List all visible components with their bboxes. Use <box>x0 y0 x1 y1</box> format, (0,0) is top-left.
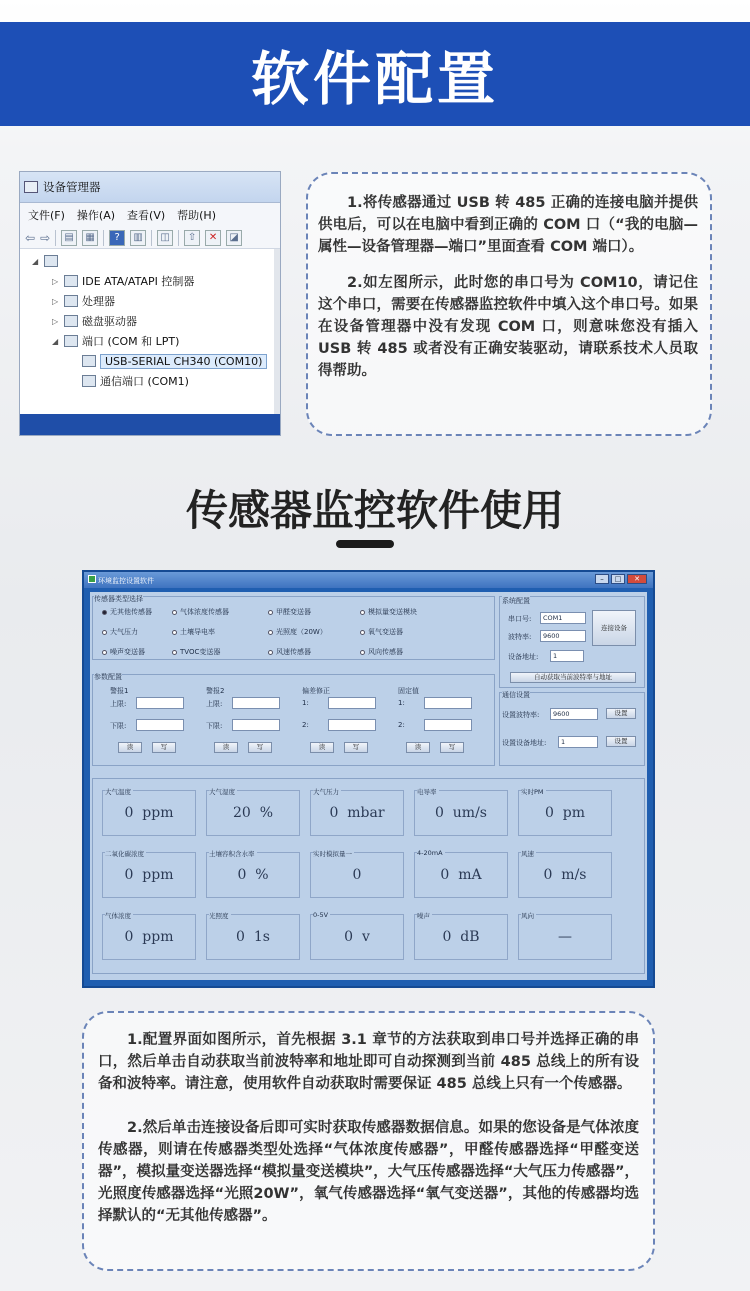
sensor-type-label: 气体浓度传感器 <box>180 608 229 616</box>
window-footer <box>20 414 280 435</box>
reading-label: 大气压力 <box>313 788 339 796</box>
minimize-icon[interactable]: – <box>595 574 609 584</box>
reading-label: 实时PM <box>521 788 544 796</box>
param-input[interactable] <box>328 697 376 709</box>
reading-label: 气体浓度 <box>105 912 131 920</box>
param-block-label: 偏差修正 <box>302 687 330 695</box>
notes-paragraph-1: 1.配置界面如图所示，首先根据 3.1 章节的方法获取到串口号并选择正确的串口，然后单击自动获取当前波特率和地址即可自动探测到当前 485 总线上的所有设备和波特率。请注意，使用软件自动获取时需要保证 485 总线上只有一个传感器。 <box>98 1032 639 1092</box>
device-icon <box>64 275 78 287</box>
sensor-type-group-label: 传感器类型选择 <box>94 595 143 603</box>
tree-item-label: IDE ATA/ATAPI 控制器 <box>82 275 195 288</box>
menu-item[interactable]: 帮助(H) <box>177 209 216 222</box>
menu-bar <box>20 203 280 227</box>
scrollbar[interactable] <box>274 249 280 417</box>
sensor-type-radio[interactable] <box>102 607 152 617</box>
reading-label: 电导率 <box>417 788 437 796</box>
device-manager-window <box>19 171 281 436</box>
sensor-type-label: 光照度（20W） <box>276 628 327 636</box>
read-button[interactable]: 读 <box>310 742 334 753</box>
sensor-reading-tile <box>518 914 612 960</box>
device-icon <box>82 355 96 367</box>
intro-paragraph-2: 2.如左图所示，此时您的串口号为 COM10，请记住这个串口，需要在传感器监控软件中填入这个串口号。如果在设备管理器中没有发现 COM 口，则意味您没有插入 USB 转 485 或者没有正确安装驱动，请联系技术人员取得帮助。 <box>318 275 698 379</box>
maximize-icon[interactable]: □ <box>611 574 625 584</box>
view-icon[interactable]: ▥ <box>130 230 146 246</box>
param-row-label: 上限: <box>206 700 223 708</box>
param-row-label: 上限: <box>110 700 127 708</box>
param-block-label: 警报1 <box>110 687 129 695</box>
radio-circle-icon <box>172 650 177 655</box>
sensor-type-radio[interactable] <box>268 627 327 637</box>
reading-value: 0 ppm <box>124 867 174 883</box>
param-row-label: 2: <box>302 721 309 729</box>
write-button[interactable]: 写 <box>440 742 464 753</box>
header-banner <box>0 22 750 126</box>
sensor-type-label: 模拟量变送模块 <box>368 608 417 616</box>
sensor-type-radio[interactable] <box>360 607 417 617</box>
system-config-label: 系统配置 <box>502 597 530 605</box>
radio-circle-icon <box>172 630 177 635</box>
tree-item[interactable] <box>52 291 115 311</box>
tree-root[interactable] <box>32 251 58 271</box>
monitor-software-window <box>82 570 655 988</box>
tree-item-label: 端口 (COM 和 LPT) <box>82 335 180 348</box>
sensor-reading-tile <box>310 911 404 960</box>
param-row-label: 下限: <box>110 722 127 730</box>
sensor-type-radio[interactable] <box>172 607 229 617</box>
toolbar-separator <box>178 230 179 246</box>
close-icon[interactable]: ✕ <box>627 574 647 584</box>
update-driver-icon[interactable]: ⇧ <box>184 230 200 246</box>
device-address-label: 设备地址: <box>508 653 539 661</box>
tree-item-label: USB-SERIAL CH340 (COM10) <box>100 354 267 369</box>
port-label: 串口号: <box>508 615 532 623</box>
sensor-type-label: TVOC变送器 <box>180 648 221 656</box>
reading-label: 4-20mA <box>417 849 443 857</box>
reading-value: — <box>558 929 572 945</box>
device-icon <box>82 375 96 387</box>
tree-item-label: 磁盘驱动器 <box>82 315 137 328</box>
read-button[interactable]: 读 <box>214 742 238 753</box>
collapse-arrow-icon[interactable]: ◢ <box>32 256 39 266</box>
parameter-config-label: 参数配置 <box>94 673 122 681</box>
properties-icon[interactable]: ▤ <box>61 230 77 246</box>
sensor-type-radio[interactable] <box>102 647 145 657</box>
toolbar-separator <box>55 230 56 246</box>
radio-circle-icon <box>268 630 273 635</box>
set-baud-button[interactable]: 设置 <box>606 708 636 719</box>
tree-item[interactable] <box>52 311 137 331</box>
sensor-type-label: 甲醛变送器 <box>276 608 311 616</box>
sensor-type-radio[interactable] <box>268 647 311 657</box>
sensor-reading-tile <box>414 914 508 960</box>
reading-value: 0 v <box>344 929 370 945</box>
radio-circle-icon <box>172 610 177 615</box>
reading-value: 0 m/s <box>543 867 587 883</box>
set-address-input[interactable]: 1 <box>558 736 598 748</box>
reading-value: 0 pm <box>544 805 586 821</box>
auto-detect-button[interactable]: 自动获取当前波特率与地址 <box>510 672 636 683</box>
radio-circle-icon <box>102 610 107 615</box>
set-baud-label: 设置波特率: <box>502 711 540 719</box>
read-button[interactable]: 读 <box>118 742 142 753</box>
baud-label: 波特率: <box>508 633 532 641</box>
tree-item-label: 通信端口 (COM1) <box>100 375 189 388</box>
app-icon <box>88 575 96 583</box>
toolbar <box>20 227 280 249</box>
reading-label: 噪声 <box>417 912 430 920</box>
param-input[interactable] <box>232 697 280 709</box>
notes-text-box <box>82 1011 655 1271</box>
sensor-reading-tile <box>206 914 300 960</box>
device-manager-titlebar <box>20 172 280 203</box>
radio-circle-icon <box>268 650 273 655</box>
param-input[interactable] <box>424 697 472 709</box>
connect-device-button[interactable]: 连接设备 <box>592 610 636 646</box>
sensor-reading-tile <box>518 790 612 836</box>
set-baud-select[interactable]: 9600 <box>550 708 598 720</box>
set-address-button[interactable]: 设置 <box>606 736 636 747</box>
expand-arrow-icon[interactable]: ▷ <box>52 296 59 306</box>
sensor-type-label: 大气压力 <box>110 628 138 636</box>
write-button[interactable]: 写 <box>248 742 272 753</box>
param-block-label: 固定值 <box>398 687 419 695</box>
comm-settings-group <box>499 692 645 766</box>
tree-item[interactable] <box>82 351 267 371</box>
comm-settings-label: 通信设置 <box>502 691 530 699</box>
forward-arrow-icon[interactable]: ⇨ <box>40 230 51 245</box>
sensor-type-label: 土壤导电率 <box>180 628 215 636</box>
page-title: 软件配置 <box>250 45 499 113</box>
sensor-reading-tile <box>518 852 612 898</box>
sensor-reading-tile <box>414 790 508 836</box>
intro-text-box <box>306 172 712 436</box>
device-manager-title: 设备管理器 <box>43 180 101 194</box>
param-block-label: 警报2 <box>206 687 225 695</box>
radio-circle-icon <box>102 650 107 655</box>
scan-hardware-icon[interactable]: ◫ <box>157 230 173 246</box>
reading-value: 0 um/s <box>434 805 487 821</box>
device-tree <box>20 249 280 388</box>
reading-value: 0 1s <box>236 929 270 945</box>
tree-item[interactable] <box>52 271 194 291</box>
computer-icon <box>44 255 58 267</box>
device-manager-icon <box>24 181 38 193</box>
menu-item[interactable]: 文件(F) <box>28 209 65 222</box>
sensor-type-radio[interactable] <box>102 627 138 637</box>
sensor-reading-tile <box>310 790 404 836</box>
write-button[interactable]: 写 <box>152 742 176 753</box>
toolbar-separator <box>103 230 104 246</box>
reading-value: 20 % <box>232 805 274 821</box>
reading-label: 0-5V <box>313 911 329 919</box>
radio-circle-icon <box>360 610 365 615</box>
param-input[interactable] <box>424 719 472 731</box>
radio-circle-icon <box>360 650 365 655</box>
sensor-type-radio[interactable] <box>172 647 220 657</box>
sensor-reading-tile <box>102 790 196 836</box>
device-icon <box>64 335 78 347</box>
reading-label: 大气温度 <box>105 788 131 796</box>
reading-label: 二氧化碳浓度 <box>105 850 144 858</box>
tree-item[interactable] <box>82 371 189 391</box>
sensor-reading-tile <box>414 849 508 898</box>
software-titlebar <box>84 572 653 588</box>
param-input[interactable] <box>232 719 280 731</box>
sensor-type-label: 风速传感器 <box>276 648 311 656</box>
reading-value: 0 dB <box>442 929 480 945</box>
sensor-type-radio[interactable] <box>172 627 215 637</box>
software-title: 环境监控设置软件 <box>98 577 154 585</box>
device-icon <box>64 295 78 307</box>
sensor-reading-tile <box>206 852 300 898</box>
intro-paragraph-1: 1.将传感器通过 USB 转 485 正确的连接电脑并提供供电后，可以在电脑中看到正确的 COM 口（“我的电脑—属性—设备管理器—端口”里面查看 COM 端口）。 <box>318 195 698 255</box>
sensor-reading-tile <box>102 852 196 898</box>
radio-circle-icon <box>360 630 365 635</box>
sensor-type-label: 风向传感器 <box>368 648 403 656</box>
reading-label: 实时模拟量一 <box>313 850 352 858</box>
reading-label: 光照度 <box>209 912 229 920</box>
collapse-arrow-icon[interactable]: ◢ <box>52 336 59 346</box>
back-arrow-icon[interactable]: ⇦ <box>25 230 36 245</box>
menu-item[interactable]: 操作(A) <box>76 209 116 222</box>
tree-item[interactable] <box>52 331 179 351</box>
section-title-underline <box>336 540 394 548</box>
write-button[interactable]: 写 <box>344 742 368 753</box>
reading-label: 风向 <box>521 912 534 920</box>
toolbar-separator <box>151 230 152 246</box>
port-input[interactable]: COM1 <box>540 612 586 624</box>
reading-value: 0 % <box>237 867 269 883</box>
menu-item[interactable]: 查看(V) <box>127 209 166 222</box>
list-icon[interactable]: ▦ <box>82 230 98 246</box>
notes-paragraph-2: 2.然后单击连接设备后即可实时获取传感器数据信息。如果的您设备是气体浓度传感器，则请在传感器类型处选择“气体浓度传感器”，甲醛传感器选择“甲醛变送器”，模拟量变送器选择“模拟量变送模块”，大气压传感器选择“大气压力传感器”，光照度传感器选择“光照20W”，氧气传感器选择“氧气变送器”，其他的传感器均选择默认的“无其他传感器”。 <box>98 1120 639 1224</box>
read-button[interactable]: 读 <box>406 742 430 753</box>
param-input[interactable] <box>136 697 184 709</box>
device-icon <box>64 315 78 327</box>
param-row-label: 1: <box>302 699 309 707</box>
reading-value: 0 mA <box>440 867 482 883</box>
sensor-type-radio[interactable] <box>268 607 311 617</box>
baud-input[interactable]: 9600 <box>540 630 586 642</box>
expand-arrow-icon[interactable]: ▷ <box>52 316 59 326</box>
param-row-label: 2: <box>398 721 405 729</box>
tree-item-label: 处理器 <box>82 295 115 308</box>
sensor-type-radio[interactable] <box>360 627 403 637</box>
reading-value: 0 ppm <box>124 929 174 945</box>
param-input[interactable] <box>328 719 376 731</box>
software-body <box>90 592 647 980</box>
radio-circle-icon <box>102 630 107 635</box>
set-address-label: 设置设备地址: <box>502 739 547 747</box>
reading-value: 0 mbar <box>329 805 385 821</box>
sensor-type-label: 噪声变送器 <box>110 648 145 656</box>
reading-value: 0 ppm <box>124 805 174 821</box>
reading-value: 0 <box>352 867 362 883</box>
section-title: 传感器监控软件使用 <box>185 486 564 535</box>
reading-label: 风速 <box>521 850 534 858</box>
radio-circle-icon <box>268 610 273 615</box>
device-address-input[interactable]: 1 <box>550 650 584 662</box>
sensor-type-label: 无其他传感器 <box>110 608 152 616</box>
reading-label: 大气湿度 <box>209 788 235 796</box>
sensor-reading-tile <box>102 914 196 960</box>
sensor-type-radio[interactable] <box>360 647 403 657</box>
expand-arrow-icon[interactable]: ▷ <box>52 276 59 286</box>
sensor-type-label: 氧气变送器 <box>368 628 403 636</box>
reading-label: 土壤容积含水率 <box>209 850 255 858</box>
enable-device-icon[interactable]: ◪ <box>226 230 242 246</box>
sensor-reading-tile <box>206 790 300 836</box>
uninstall-icon[interactable]: ✕ <box>205 230 221 246</box>
param-row-label: 1: <box>398 699 405 707</box>
sensor-reading-tile <box>310 852 404 898</box>
param-input[interactable] <box>136 719 184 731</box>
param-row-label: 下限: <box>206 722 223 730</box>
help-icon[interactable]: ? <box>109 230 125 246</box>
